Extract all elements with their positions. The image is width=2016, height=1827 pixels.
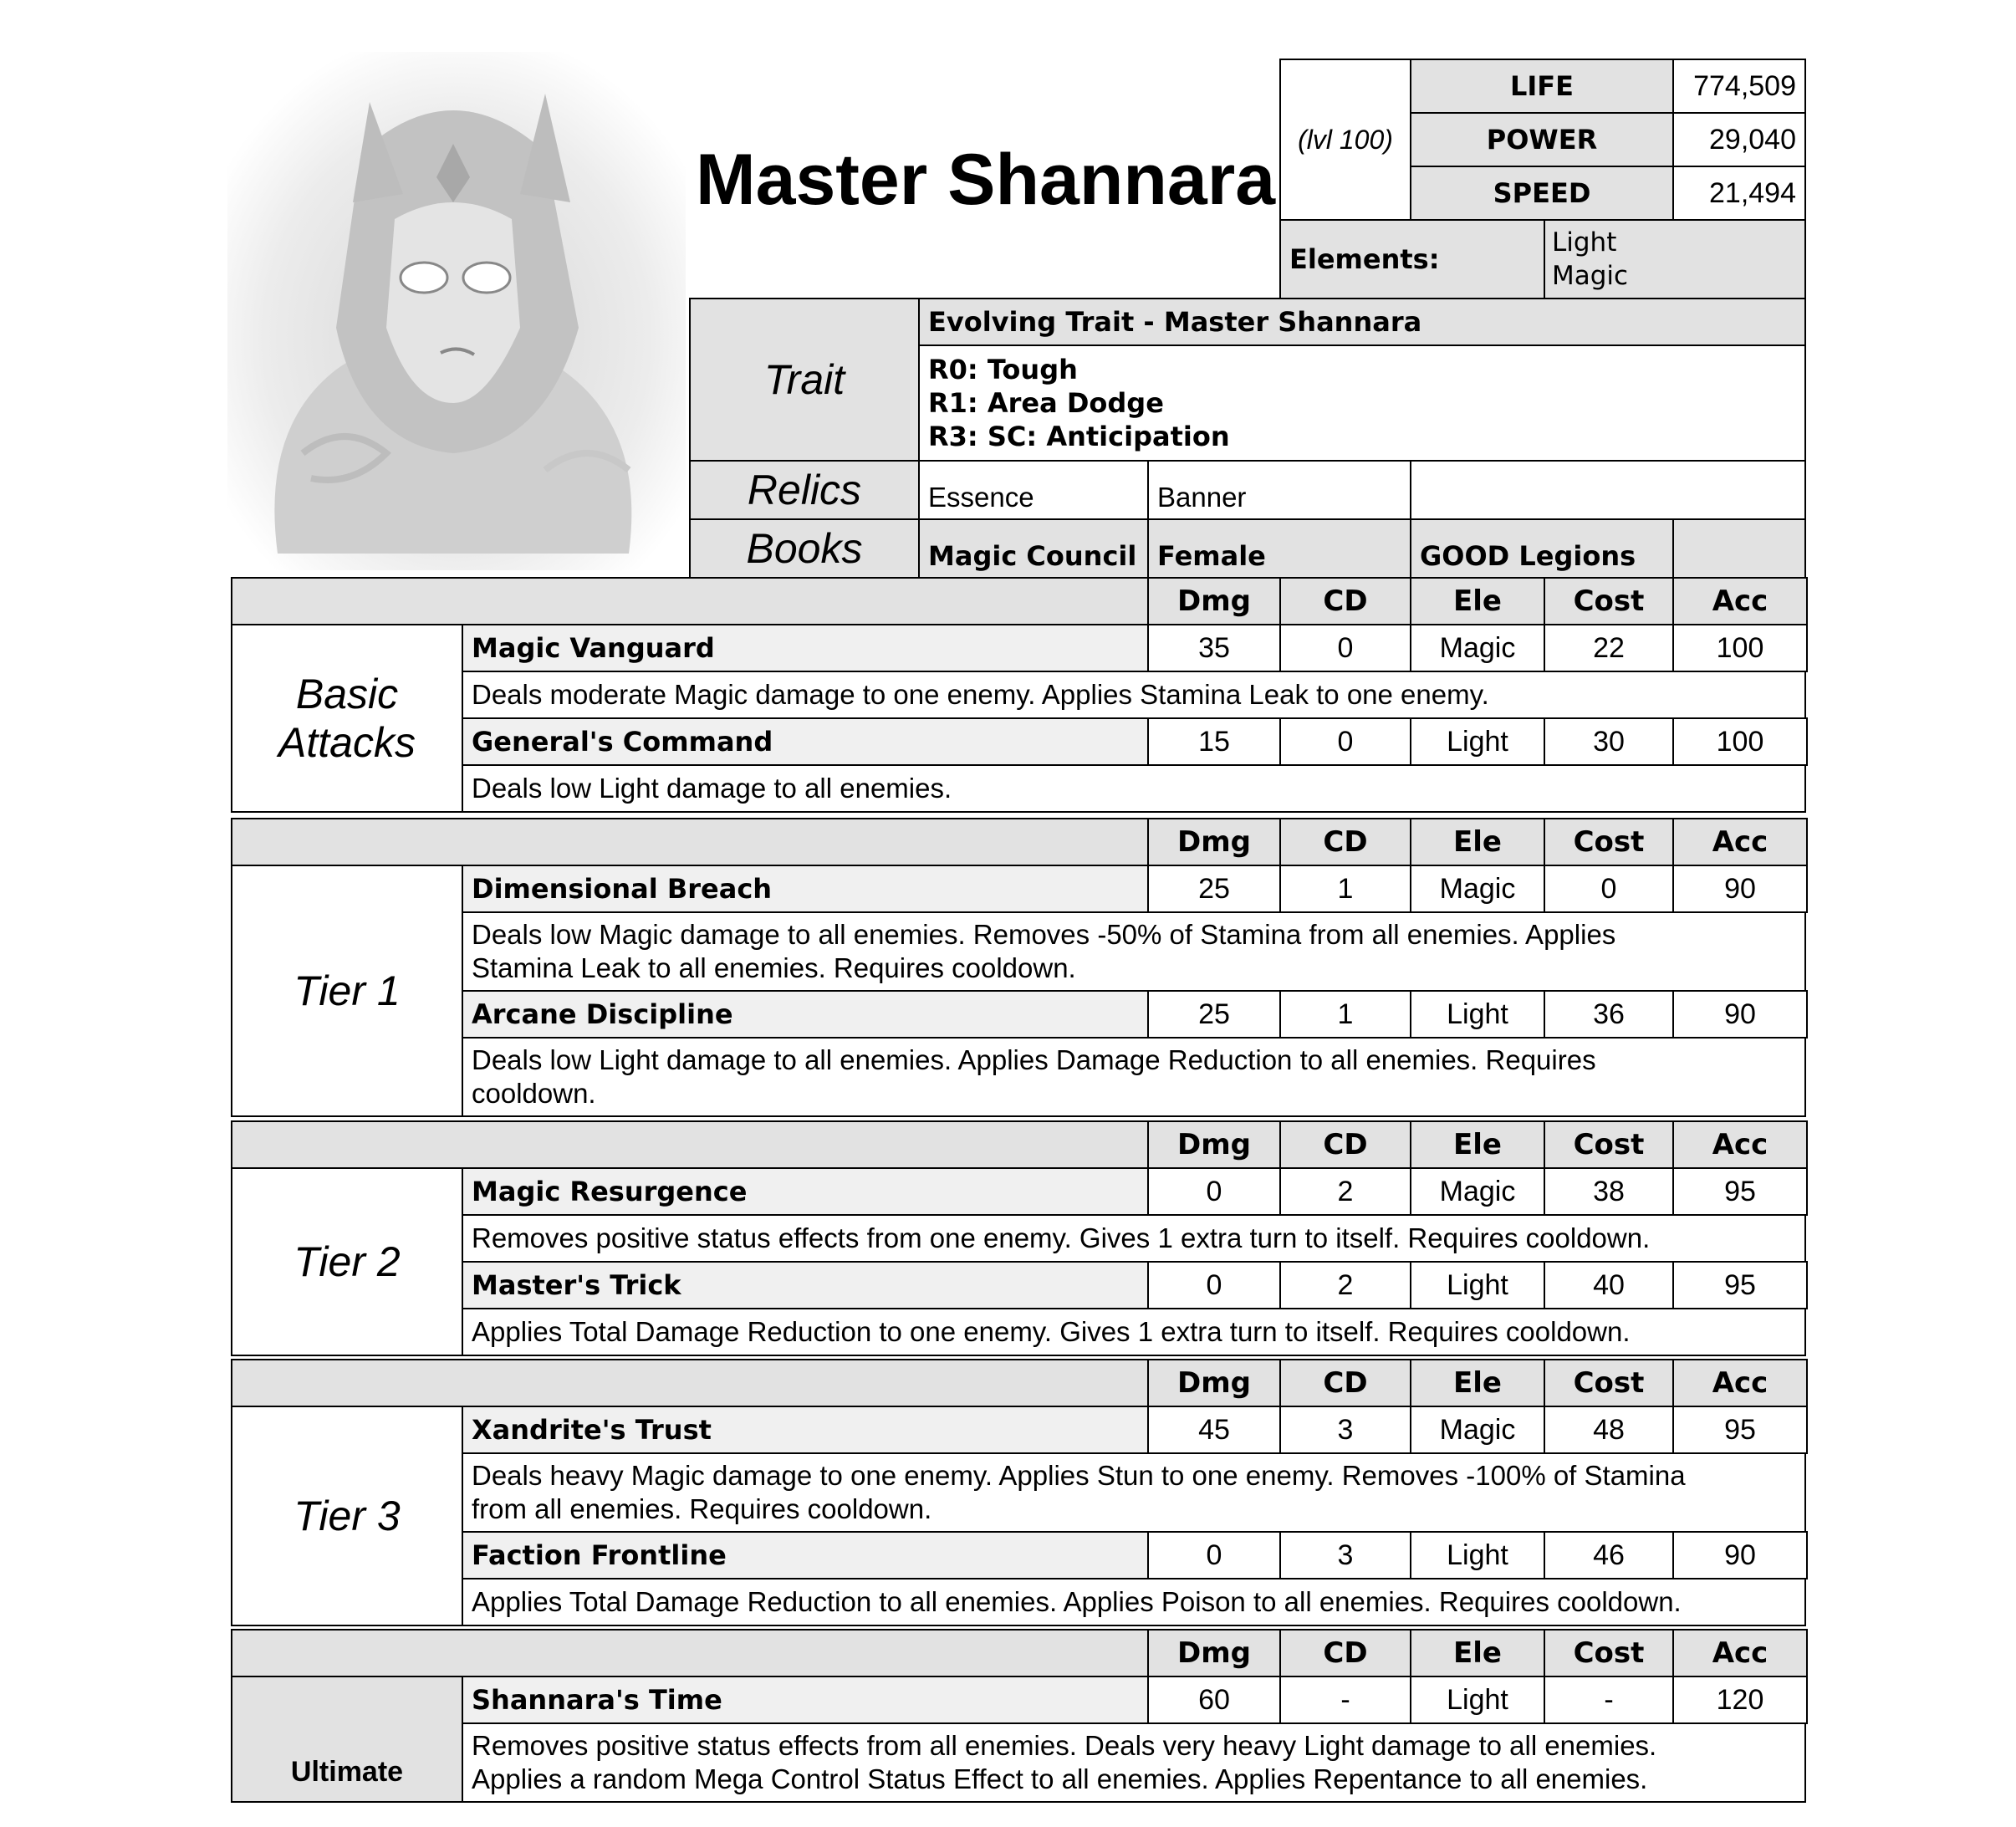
column-header-cost: Cost <box>1544 1629 1674 1677</box>
column-header-cost: Cost <box>1544 1120 1674 1169</box>
column-header-cost: Cost <box>1544 1359 1674 1407</box>
skill-name: Dimensional Breach <box>462 865 1149 913</box>
skill-name: Xandrite's Trust <box>462 1406 1149 1454</box>
skill-description-line: from all enemies. Requires cooldown. <box>472 1493 932 1524</box>
skill-ele: Light <box>1410 1676 1545 1724</box>
trait-rank: R1: Area Dodge <box>928 387 1164 419</box>
skill-description <box>462 1308 1806 1356</box>
column-header-cd: CD <box>1279 1120 1411 1169</box>
elements-label: Elements: <box>1279 219 1545 299</box>
skill-cd: 3 <box>1279 1531 1411 1579</box>
section-label-line: Tier 2 <box>293 1238 401 1285</box>
section-label <box>231 865 463 1117</box>
skill-cd: 0 <box>1279 717 1411 766</box>
skill-description <box>462 1214 1806 1263</box>
skill-description <box>462 1452 1806 1533</box>
skill-cd: 3 <box>1279 1406 1411 1454</box>
skill-name: General's Command <box>462 717 1149 766</box>
skill-ele: Magic <box>1410 865 1545 913</box>
skill-dmg: 0 <box>1147 1261 1281 1309</box>
skill-acc: 100 <box>1672 717 1808 766</box>
skill-acc: 90 <box>1672 865 1808 913</box>
section-label <box>231 1406 463 1626</box>
stat-value-speed: 21,494 <box>1672 166 1806 221</box>
skill-acc: 95 <box>1672 1167 1808 1216</box>
section-label-line: Ultimate <box>290 1756 404 1788</box>
skill-ele: Light <box>1410 717 1545 766</box>
book-item: Magic Council <box>918 518 1149 579</box>
skill-cd: - <box>1279 1676 1411 1724</box>
column-header-cost: Cost <box>1544 577 1674 625</box>
skill-ele: Magic <box>1410 624 1545 672</box>
section-header-blank <box>231 577 1149 625</box>
column-header-acc: Acc <box>1672 818 1808 866</box>
section-header-blank <box>231 1629 1149 1677</box>
column-header-dmg: Dmg <box>1147 1120 1281 1169</box>
skill-cost: - <box>1544 1676 1674 1724</box>
level-label: (lvl 100) <box>1279 59 1411 221</box>
skill-acc: 95 <box>1672 1261 1808 1309</box>
skill-dmg: 25 <box>1147 865 1281 913</box>
column-header-cost: Cost <box>1544 818 1674 866</box>
skill-dmg: 0 <box>1147 1531 1281 1579</box>
skill-description-line: Deals heavy Magic damage to one enemy. Applies Stun to one enemy. Removes -100% of Stamina <box>472 1460 1686 1491</box>
skill-cost: 38 <box>1544 1167 1674 1216</box>
relic-item <box>1410 460 1806 520</box>
element-magic: Magic <box>1552 261 1629 291</box>
column-header-ele: Ele <box>1410 577 1545 625</box>
skill-ele: Light <box>1410 1261 1545 1309</box>
stat-label-power: POWER <box>1410 112 1674 167</box>
trait-rank: R0: Tough <box>928 354 1078 385</box>
skill-ele: Magic <box>1410 1167 1545 1216</box>
skill-name: Magic Vanguard <box>462 624 1149 672</box>
column-header-ele: Ele <box>1410 1359 1545 1407</box>
skill-description-line: Applies a random Mega Control Status Effect to all enemies. Applies Repentance to all enemies. <box>472 1763 1648 1794</box>
hero-name: Master Shannara <box>696 140 1276 220</box>
column-header-acc: Acc <box>1672 1120 1808 1169</box>
skill-acc: 95 <box>1672 1406 1808 1454</box>
column-header-acc: Acc <box>1672 577 1808 625</box>
stat-value-power: 29,040 <box>1672 112 1806 167</box>
column-header-acc: Acc <box>1672 1629 1808 1677</box>
skill-acc: 120 <box>1672 1676 1808 1724</box>
section-label-line: Tier 1 <box>293 967 401 1014</box>
skill-acc: 100 <box>1672 624 1808 672</box>
column-header-ele: Ele <box>1410 818 1545 866</box>
stat-label-speed: SPEED <box>1410 166 1674 221</box>
skill-dmg: 45 <box>1147 1406 1281 1454</box>
skill-name: Shannara's Time <box>462 1676 1149 1724</box>
skill-description-line: Applies Total Damage Reduction to all enemies. Applies Poison to all enemies. Requires cooldown. <box>472 1586 1682 1617</box>
section-label <box>231 1676 463 1803</box>
skill-description-line: Deals low Magic damage to all enemies. Removes -50% of Stamina from all enemies. Applies <box>472 919 1616 950</box>
section-label-line: Attacks <box>278 719 416 766</box>
skill-ele: Magic <box>1410 1406 1545 1454</box>
skill-dmg: 35 <box>1147 624 1281 672</box>
skill-description-line: Removes positive status effects from one enemy. Gives 1 extra turn to itself. Requires cooldown. <box>472 1222 1651 1253</box>
column-header-ele: Ele <box>1410 1120 1545 1169</box>
skill-description <box>462 764 1806 813</box>
skill-cost: 30 <box>1544 717 1674 766</box>
skill-name: Arcane Discipline <box>462 990 1149 1039</box>
skill-cost: 48 <box>1544 1406 1674 1454</box>
skill-description <box>462 671 1806 719</box>
column-header-dmg: Dmg <box>1147 577 1281 625</box>
column-header-cd: CD <box>1279 577 1411 625</box>
relic-item: Banner <box>1147 460 1411 520</box>
trait-title: Evolving Trait - Master Shannara <box>918 298 1806 346</box>
skill-description <box>462 911 1806 992</box>
skill-description-line: Stamina Leak to all enemies. Requires cooldown. <box>472 952 1076 983</box>
skill-description-line: Removes positive status effects from all enemies. Deals very heavy Light damage to all enemies. <box>472 1730 1657 1761</box>
column-header-ele: Ele <box>1410 1629 1545 1677</box>
column-header-cd: CD <box>1279 1359 1411 1407</box>
skill-cd: 2 <box>1279 1167 1411 1216</box>
skill-dmg: 60 <box>1147 1676 1281 1724</box>
skill-description <box>462 1722 1806 1803</box>
book-item <box>1672 518 1806 579</box>
hero-portrait <box>227 52 686 570</box>
column-header-cd: CD <box>1279 1629 1411 1677</box>
books-label: Books <box>689 518 920 579</box>
column-header-dmg: Dmg <box>1147 1629 1281 1677</box>
column-header-dmg: Dmg <box>1147 818 1281 866</box>
skill-cost: 36 <box>1544 990 1674 1039</box>
skill-dmg: 25 <box>1147 990 1281 1039</box>
skill-ele: Light <box>1410 1531 1545 1579</box>
skill-dmg: 15 <box>1147 717 1281 766</box>
section-label-line: Tier 3 <box>293 1493 401 1539</box>
skill-description-line: Applies Total Damage Reduction to one enemy. Gives 1 extra turn to itself. Requires cooldown. <box>472 1316 1631 1347</box>
skill-cd: 1 <box>1279 990 1411 1039</box>
skill-cd: 1 <box>1279 865 1411 913</box>
skill-acc: 90 <box>1672 990 1808 1039</box>
book-item: Female <box>1147 518 1411 579</box>
skill-cd: 0 <box>1279 624 1411 672</box>
skill-description-line: Deals low Light damage to all enemies. Applies Damage Reduction to all enemies. Requires <box>472 1044 1596 1075</box>
relics-label: Relics <box>689 460 920 520</box>
skill-cost: 22 <box>1544 624 1674 672</box>
trait-label: Trait <box>689 298 920 462</box>
skill-description-line: Deals low Light damage to all enemies. <box>472 773 952 804</box>
stat-value-life: 774,509 <box>1672 59 1806 114</box>
skill-acc: 90 <box>1672 1531 1808 1579</box>
column-header-acc: Acc <box>1672 1359 1808 1407</box>
section-header-blank <box>231 1120 1149 1169</box>
skill-name: Faction Frontline <box>462 1531 1149 1579</box>
skill-description <box>462 1037 1806 1117</box>
section-label <box>231 624 463 813</box>
skill-dmg: 0 <box>1147 1167 1281 1216</box>
skill-description-line: Deals moderate Magic damage to one enemy. Applies Stamina Leak to one enemy. <box>472 679 1489 710</box>
section-label <box>231 1167 463 1356</box>
relic-item: Essence <box>918 460 1149 520</box>
skill-description-line: cooldown. <box>472 1078 596 1109</box>
book-item: GOOD Legions <box>1410 518 1674 579</box>
skill-name: Master's Trick <box>462 1261 1149 1309</box>
skill-cd: 2 <box>1279 1261 1411 1309</box>
skill-description <box>462 1578 1806 1626</box>
section-header-blank <box>231 1359 1149 1407</box>
skill-cost: 46 <box>1544 1531 1674 1579</box>
elements-value <box>1544 219 1806 299</box>
column-header-dmg: Dmg <box>1147 1359 1281 1407</box>
column-header-cd: CD <box>1279 818 1411 866</box>
stat-label-life: LIFE <box>1410 59 1674 114</box>
skill-name: Magic Resurgence <box>462 1167 1149 1216</box>
section-header-blank <box>231 818 1149 866</box>
skill-cost: 0 <box>1544 865 1674 913</box>
trait-ranks <box>918 344 1806 462</box>
section-label-line: Basic <box>295 671 399 717</box>
trait-rank: R3: SC: Anticipation <box>928 421 1230 452</box>
skill-ele: Light <box>1410 990 1545 1039</box>
skill-cost: 40 <box>1544 1261 1674 1309</box>
element-light: Light <box>1552 227 1617 258</box>
